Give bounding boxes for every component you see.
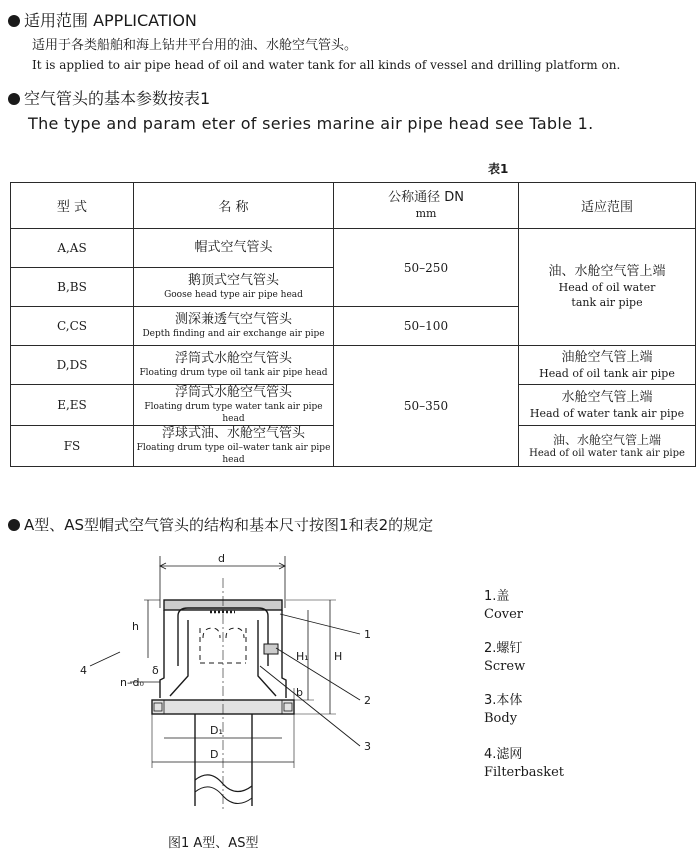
header-dn: 公称通径 DN mm xyxy=(334,183,519,229)
section-heading-application: 适用范围 APPLICATION xyxy=(8,8,197,31)
legend-item: 4.滤网 Filterbasket xyxy=(484,747,565,780)
cell-model: A,AS xyxy=(11,229,134,268)
dim-h1-label: H₁ xyxy=(296,650,309,663)
cell-name: 测深兼透气空气管头 Depth finding and air exchange air pipe xyxy=(134,307,334,346)
cell-name: 鹅顶式空气管头 Goose head type air pipe head xyxy=(134,268,334,307)
dim-b-label: b xyxy=(296,686,303,699)
dim-h-label: h xyxy=(132,620,139,633)
bullet-icon xyxy=(8,15,20,27)
bullet-icon xyxy=(8,519,20,531)
figure-caption: 图1 A型、AS型 xyxy=(168,836,259,851)
application-en-text: It is applied to air pipe head of oil and water tank for all kinds of vessel and drilling platform on. xyxy=(32,58,621,72)
legend-item: 1.盖 Cover xyxy=(484,589,524,622)
header-model: 型 式 xyxy=(11,183,134,229)
cell-scope: 油舱空气管上端 Head of oil tank air pipe xyxy=(519,346,696,385)
cell-name: 帽式空气管头 xyxy=(134,229,334,268)
cell-name: 浮筒式水舱空气管头 Floating drum type water tank air pipe head xyxy=(134,385,334,426)
cell-model: B,BS xyxy=(11,268,134,307)
application-cn-text: 适用于各类船舶和海上钻井平台用的油、水舱空气管头。 xyxy=(32,38,358,53)
dim-D1-label: D₁ xyxy=(210,724,223,737)
callout-2: 2 xyxy=(364,694,371,707)
header-name: 名 称 xyxy=(134,183,334,229)
legend-item: 3.本体 Body xyxy=(484,693,523,726)
cell-model: E,ES xyxy=(11,385,134,426)
cell-scope: 油、水舱空气管上端 Head of oil water tank air pipe xyxy=(519,426,696,467)
section-heading-structure: A型、AS型帽式空气管头的结构和基本尺寸按图1和表2的规定 xyxy=(8,514,433,535)
legend-item: 2.螺钉 Screw xyxy=(484,641,526,674)
cell-scope: 水舱空气管上端 Head of water tank air pipe xyxy=(519,385,696,426)
cell-name: 浮筒式水舱空气管头 Floating drum type oil tank air pipe head xyxy=(134,346,334,385)
section-heading-parameters: 空气管头的基本参数按表1 xyxy=(8,86,210,109)
callout-4: 4 xyxy=(80,664,87,677)
table-caption: 表1 xyxy=(488,162,509,176)
table-row xyxy=(11,346,696,385)
bullet-icon xyxy=(8,93,20,105)
callout-1: 1 xyxy=(364,628,371,641)
table-header-row xyxy=(11,183,696,229)
dim-D-label: D xyxy=(210,748,219,761)
header-scope: 适应范围 xyxy=(519,183,696,229)
table-row xyxy=(11,229,696,268)
cell-dn: 50–350 xyxy=(334,346,519,467)
dim-H-label: H xyxy=(334,650,343,663)
callout-3: 3 xyxy=(364,740,371,753)
cell-model: C,CS xyxy=(11,307,134,346)
cell-scope: 油、水舱空气管上端 Head of oil water tank air pipe xyxy=(519,229,696,346)
cell-dn: 50–100 xyxy=(334,307,519,346)
dim-d-label: d xyxy=(218,552,225,565)
dim-nd-label: n–d₀ xyxy=(120,676,144,689)
parameter-table xyxy=(10,182,696,467)
dim-delta-label: δ xyxy=(152,664,159,677)
cell-name: 浮球式油、水舱空气管头 Floating drum type oil–water tank air pipe head xyxy=(134,426,334,467)
figure-1-drawing xyxy=(60,548,390,818)
cell-model: FS xyxy=(11,426,134,467)
cell-model: D,DS xyxy=(11,346,134,385)
parameters-en-text: The type and param eter of series marine air pipe head see Table 1. xyxy=(28,114,594,133)
cell-dn: 50–250 xyxy=(334,229,519,307)
